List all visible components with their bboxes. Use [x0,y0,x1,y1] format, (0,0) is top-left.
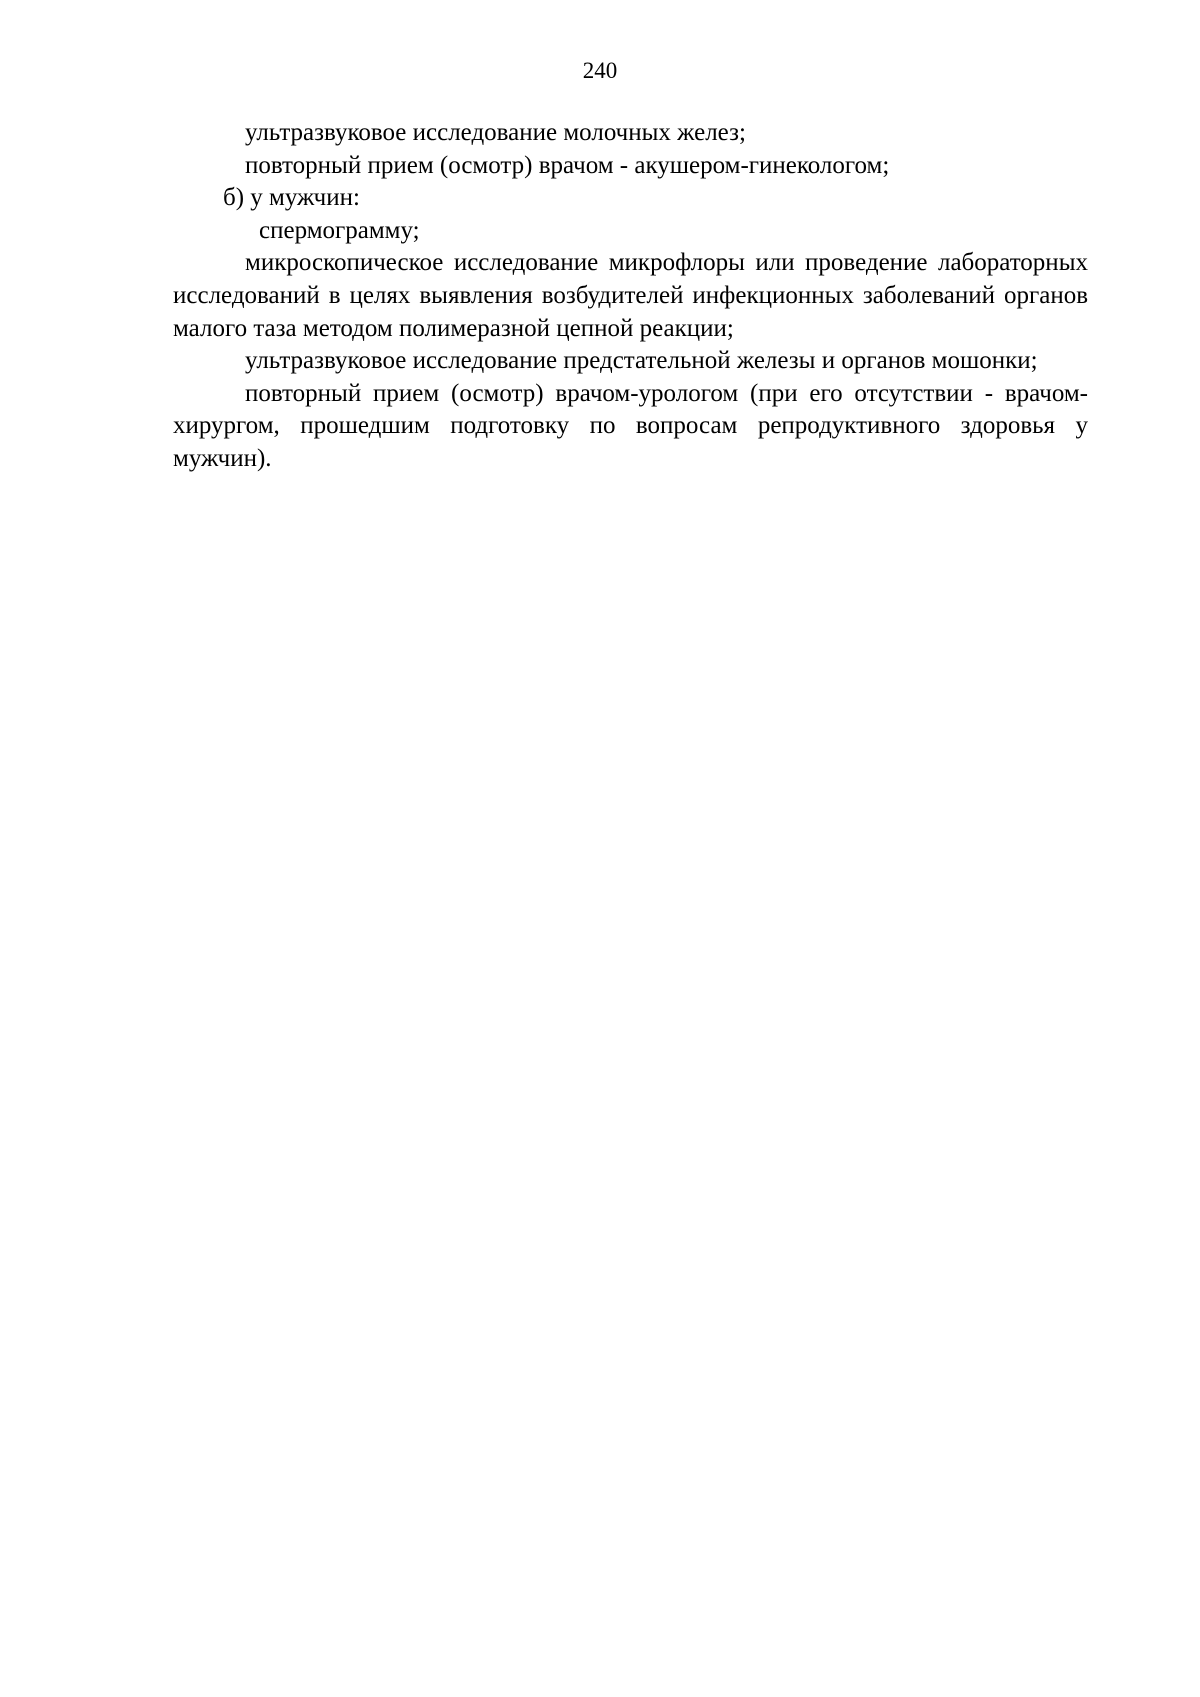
list-item-breast-ultrasound: ультразвуковое исследование молочных желез; [245,119,746,146]
list-item-gynecologist-revisit: повторный прием (осмотр) врачом - акушером-гинекологом; [245,151,890,179]
document-body [173,117,1088,476]
paragraph-microscopy-pcr: микроскопическое исследование микрофлоры или проведение лабораторных исследований в целях выявления возбудителей инфекционных заболеваний органов малого таза методом полимеразной цепной реакции; [173,249,1088,342]
paragraph-prostate-ultrasound: ультразвуковое исследование предстательной железы и органов мошонки; [245,347,1038,375]
section-heading-men: б) у мужчин: [223,184,360,212]
paragraph-urologist-revisit: повторный прием (осмотр) врачом-урологом (при его отсутствии - врачом-хирургом, прошедшим подготовку по вопросам репродуктивного здоровья у мужчин). [173,379,1088,472]
list-item-spermogram: спермограмму; [259,216,420,244]
page-number: 240 [582,58,618,83]
